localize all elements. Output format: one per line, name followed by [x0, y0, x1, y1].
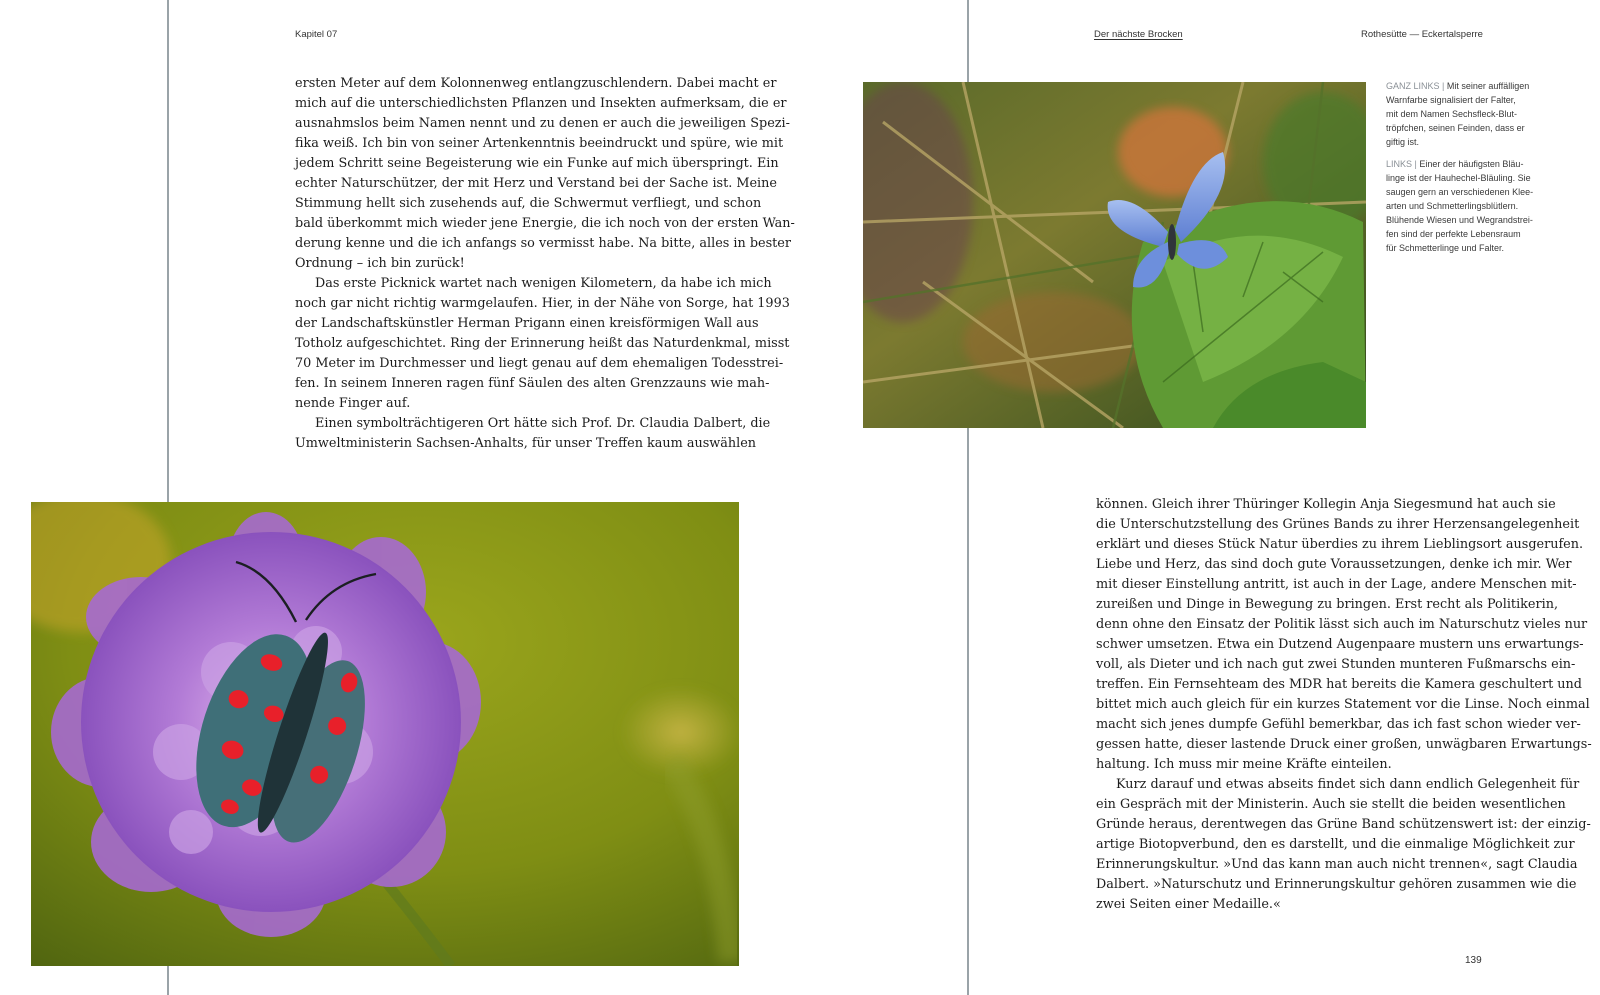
text-line: fen. In seinem Inneren ragen fünf Säulen des alten Grenzzauns wie mah- — [295, 376, 770, 391]
caption-line — [1386, 199, 1546, 213]
text-line: nende Finger auf. — [295, 396, 411, 411]
text-line: Ordnung – ich bin zurück! — [295, 256, 465, 271]
text-line: Das erste Picknick wartet nach wenigen Kilometern, da habe ich mich — [315, 276, 772, 291]
text-line: denn ohne den Einsatz der Politik lässt sich auch im Naturschutz vieles nur — [1096, 617, 1588, 632]
text-line: gessen hatte, dieser lastende Druck einer großen, unwägbaren Erwartungs- — [1096, 737, 1592, 752]
running-header-chapter: Kapitel 07 — [295, 29, 338, 40]
caption-text: Warnfarbe signalisiert der Falter, — [1386, 95, 1516, 105]
text-line: Gründe heraus, derentwegen das Grüne Band schützenswert ist: der einzig- — [1096, 817, 1591, 832]
text-line: ausnahmslos beim Namen nennt und zu denen er auch die jeweiligen Spezi- — [295, 116, 790, 131]
caption-label: GANZ LINKS | — [1386, 81, 1445, 91]
running-header-route: Rothesütte — Eckertalsperre — [1361, 29, 1483, 40]
body-text-right-column — [1096, 495, 1592, 915]
caption-line — [1386, 227, 1546, 241]
caption-label: LINKS | — [1386, 159, 1417, 169]
text-line: ein Gespräch mit der Ministerin. Auch sie stellt die beiden wesentlichen — [1096, 797, 1566, 812]
caption-line — [1386, 185, 1546, 199]
text-line: fika weiß. Ich bin von seiner Artenkenntnis beeindruckt und spüre, wie mit — [295, 136, 784, 151]
caption-line — [1386, 79, 1546, 93]
page-number: 139 — [1465, 955, 1482, 966]
text-line: haltung. Ich muss mir meine Kräfte einteilen. — [1096, 757, 1392, 772]
caption-block — [1386, 157, 1546, 255]
photo-common-blue-butterfly — [863, 82, 1366, 428]
caption-text: Einer der häufigsten Bläu- — [1419, 159, 1524, 169]
running-header-section: Der nächste Brocken — [1094, 29, 1183, 40]
caption-text: fen sind der perfekte Lebensraum — [1386, 229, 1521, 239]
caption-text: für Schmetterlinge und Falter. — [1386, 243, 1505, 253]
caption-text: giftig ist. — [1386, 137, 1420, 147]
text-line: noch gar nicht richtig warmgelaufen. Hier, in der Nähe von Sorge, hat 1993 — [295, 296, 790, 311]
text-line: treffen. Ein Fernsehteam des MDR hat bereits die Kamera geschultert und — [1096, 677, 1582, 692]
text-line: voll, als Dieter und ich nach gut zwei Stunden munteren Fußmarschs ein- — [1096, 657, 1576, 672]
text-line: ersten Meter auf dem Kolonnenweg entlangzuschlendern. Dabei macht er — [295, 76, 777, 91]
caption-text: linge ist der Hauhechel-Bläuling. Sie — [1386, 173, 1531, 183]
photo-burnet-moth-on-scabious — [31, 502, 739, 966]
text-line: Totholz aufgeschichtet. Ring der Erinnerung heißt das Naturdenkmal, misst — [295, 336, 790, 351]
caption-text: mit dem Namen Sechsfleck-Blut- — [1386, 109, 1518, 119]
caption-line — [1386, 213, 1546, 227]
text-line: Stimmung hellt sich zusehends auf, die Schwermut verfliegt, und schon — [295, 196, 762, 211]
text-line: schwer umsetzen. Etwa ein Dutzend Augenpaare mustern uns erwartungs- — [1096, 637, 1584, 652]
caption-line — [1386, 171, 1546, 185]
text-line: bald überkommt mich wieder jene Energie, die ich noch von der ersten Wan- — [295, 216, 795, 231]
caption-line — [1386, 241, 1546, 255]
caption-text: arten und Schmetterlingsblütlern. — [1386, 201, 1519, 211]
text-line: bittet mich auch gleich für ein kurzes Statement vor die Linse. Noch einmal — [1096, 697, 1590, 712]
text-line: macht sich jenes dumpfe Gefühl bemerkbar, das ich fast schon wieder ver- — [1096, 717, 1581, 732]
text-line: zureißen und Dinge in Bewegung zu bringen. Erst recht als Politikerin, — [1096, 597, 1559, 612]
text-line: Erinnerungskultur. »Und das kann man auch nicht trennen«, sagt Claudia — [1096, 857, 1578, 872]
text-line: mich auf die unterschiedlichsten Pflanzen und Insekten aufmerksam, die er — [295, 96, 787, 111]
text-line: Dalbert. »Naturschutz und Erinnerungskultur gehören zusammen wie die — [1096, 877, 1577, 892]
caption-line — [1386, 93, 1546, 107]
caption-text: Mit seiner auffälligen — [1446, 81, 1530, 91]
text-line: der Landschaftskünstler Herman Prigann einen kreisförmigen Wall aus — [295, 316, 759, 331]
photo-captions — [1386, 79, 1546, 263]
caption-block — [1386, 79, 1546, 149]
text-line: echter Naturschützer, der mit Herz und Verstand bei der Sache ist. Meine — [295, 176, 777, 191]
text-line: die Unterschutzstellung des Grünes Bands zu ihrer Herzensangelegenheit — [1096, 517, 1580, 532]
text-line: derung kenne und die ich anfangs so vermisst habe. Na bitte, alles in bester — [295, 236, 791, 251]
text-line: jedem Schritt seine Begeisterung wie ein Funke auf mich überspringt. Ein — [295, 156, 779, 171]
text-line: artige Biotopverbund, den es darstellt, und die einmalige Möglichkeit zur — [1096, 837, 1575, 852]
text-line: Kurz darauf und etwas abseits findet sich dann endlich Gelegenheit für — [1116, 777, 1580, 792]
caption-line — [1386, 157, 1546, 171]
text-line: Einen symbolträchtigeren Ort hätte sich Prof. Dr. Claudia Dalbert, die — [315, 416, 771, 431]
body-text-left-column — [295, 74, 795, 454]
caption-line — [1386, 121, 1546, 135]
caption-text: saugen gern an verschiedenen Klee- — [1386, 187, 1534, 197]
text-line: 70 Meter im Durchmesser und liegt genau auf dem ehemaligen Todesstrei- — [295, 356, 784, 371]
caption-text: Blühende Wiesen und Wegrandstrei- — [1386, 215, 1533, 225]
text-line: erklärt und dieses Stück Natur überdies zu ihrem Lieblingsort ausgerufen. — [1096, 537, 1584, 552]
text-line: können. Gleich ihrer Thüringer Kollegin Anja Siegesmund hat auch sie — [1096, 497, 1556, 512]
caption-line — [1386, 135, 1546, 149]
caption-text: tröpfchen, seinen Feinden, dass er — [1386, 123, 1525, 133]
text-line: zwei Seiten einer Medaille.« — [1096, 897, 1281, 912]
text-line: Liebe und Herz, das sind doch gute Voraussetzungen, denke ich mir. Wer — [1096, 557, 1572, 572]
text-line: Umweltministerin Sachsen-Anhalts, für unser Treffen kaum auswählen — [295, 436, 757, 451]
caption-line — [1386, 107, 1546, 121]
text-line: mit dieser Einstellung antritt, ist auch in der Lage, andere Menschen mit- — [1096, 577, 1577, 592]
